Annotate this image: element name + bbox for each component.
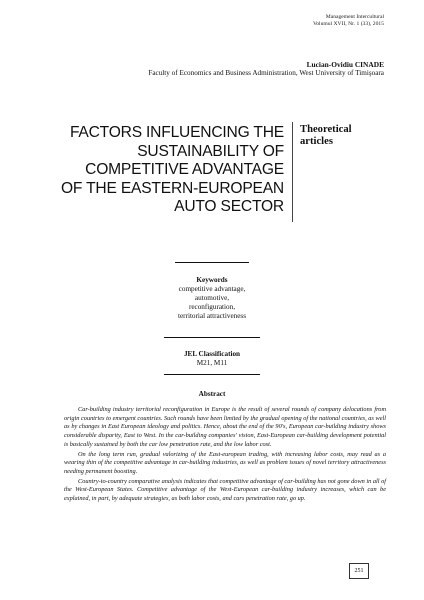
abstract-paragraph: Country-to-country comparative analysis indicates that competitive advantage of car-building has not gone down in all of the West-European States. Competitive advantage of the West-European car-building industry increases, which can be explained, in part, by adequate strategies, as both labor costs, and cars penetration rate, go up.: [64, 477, 386, 503]
keywords-heading: Keywords: [196, 276, 228, 284]
title-line: FACTORS INFLUENCING THE: [69, 124, 284, 141]
jel-block: [0, 350, 424, 368]
paper-title: [30, 124, 284, 217]
jel-heading: JEL Classification: [183, 350, 241, 358]
keywords-rule: [175, 262, 249, 263]
keywords-block: [0, 276, 424, 321]
article-category: [300, 124, 352, 148]
keyword-item: automotive,: [194, 294, 230, 302]
journal-header: [313, 14, 384, 28]
abstract-body: [64, 406, 386, 505]
jel-codes: M21, M11: [196, 359, 228, 367]
page-number: 251: [349, 563, 369, 579]
category-line: articles: [300, 136, 333, 147]
title-line: OF THE EASTERN-EUROPEAN: [61, 179, 284, 197]
title-line: COMPETITIVE ADVANTAGE: [85, 161, 284, 178]
title-divider: [292, 122, 293, 222]
journal-name: Management Intercultural: [325, 14, 384, 20]
jel-rule: [164, 337, 260, 338]
title-line: SUSTAINABILITY OF: [137, 142, 284, 160]
abstract-paragraph: On the long term run, gradual valorizing of the East-european trading, with increasing labor costs, may read as a wearing thin of the competitive advantage in car-building industries, as well as problem issues of novel territory attractiveness needing permanent boosting.: [64, 450, 386, 475]
title-line: AUTO SECTOR: [174, 198, 284, 215]
author-name: Lucian-Ovidiu CINADE: [306, 60, 384, 69]
keyword-item: territorial attractiveness: [177, 312, 247, 320]
abstract-heading: Abstract: [198, 390, 226, 398]
abstract-paragraph: Car-building industry territorial reconfiguration in Europe is the result of several rounds of company delocations from origin countries to emergent countries. Such rounds have been limited by the gradual opening of the national countries, as well as by changes in East European ideology and politics. Hence, about the end of the 90's, European car-building industry shows considerable disparity, East to West. In the car-building companies' vision, East-European car-building development potential is basically sustained by both the car low penetration rate, and the low labor cost.: [64, 406, 386, 448]
author-block: [148, 60, 384, 78]
journal-volume: Volumul XVII, Nr. 1 (33), 2015: [312, 21, 384, 27]
category-line: Theoretical: [300, 124, 352, 135]
keyword-item: reconfiguration,: [188, 303, 236, 311]
author-affiliation: Faculty of Economics and Business Administration, West University of Timişoara: [148, 69, 384, 77]
jel-bottom-rule: [164, 374, 260, 375]
keyword-item: competitive advantage,: [178, 285, 246, 293]
